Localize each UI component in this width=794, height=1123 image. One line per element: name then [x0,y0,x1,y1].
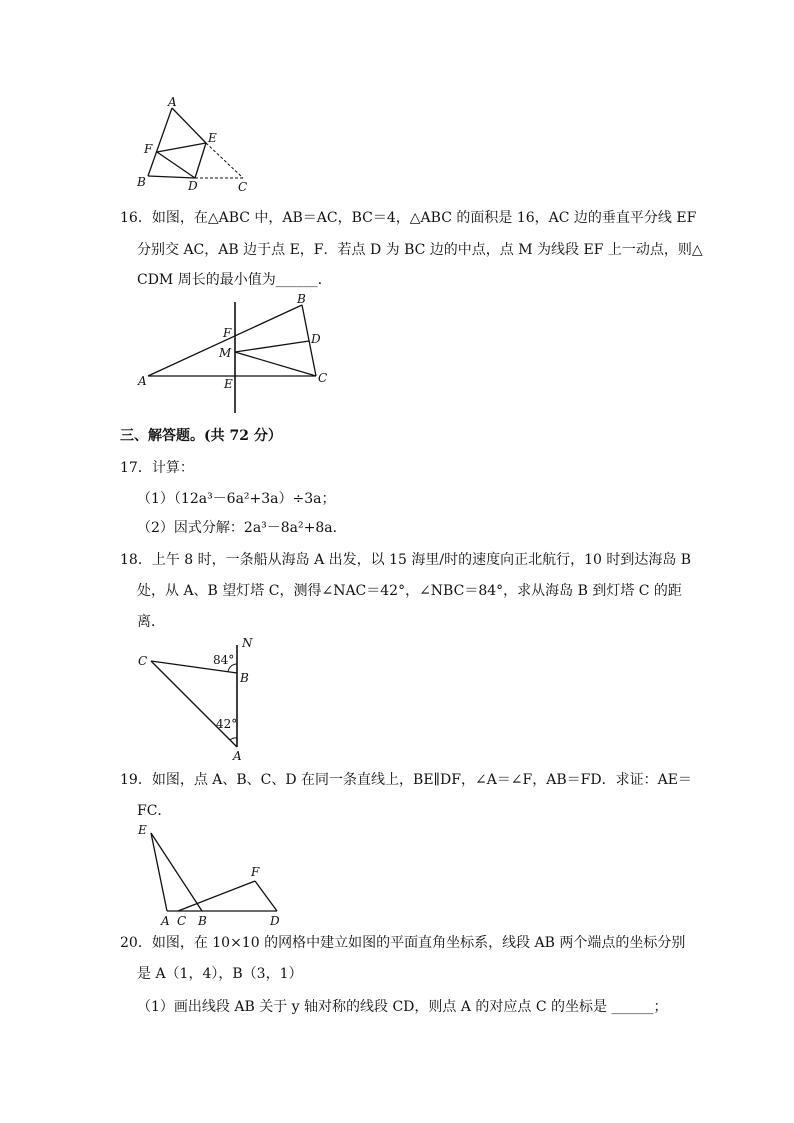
label-D: D [311,332,321,346]
segment-FD [157,152,195,178]
label-angle-84: 84° [213,653,235,667]
segment-FD [255,881,277,911]
label-F: F [144,142,153,156]
label-C: C [138,654,148,668]
q17-part2: （2）因式分解：2a³－8a²+8a． [137,520,347,536]
label-E: E [138,823,147,837]
label-M: M [219,346,232,360]
segment-FE [157,143,206,152]
segment-MC [235,352,316,376]
figure-q15-triangle [135,95,265,195]
section-three-title: 三、解答题。(共 72 分） [120,428,282,444]
segment-BD [148,176,195,178]
label-D: D [188,179,198,193]
segment-MD [235,341,309,352]
label-F: F [223,326,232,340]
segment-ED [195,143,206,178]
dashed-EC [206,143,243,178]
label-B: B [137,175,146,189]
q16-line2: 分别交 AC，AB 边于点 E，F．若点 D 为 BC 边的中点，点 M 为线段 EF 上一动点，则△ [137,242,703,258]
label-B: B [240,671,249,685]
q18-line1: 18．上午 8 时，一条船从海岛 A 出发，以 15 海里/时的速度向正北航行，10 时到达海岛 B [120,552,692,568]
q20-line2: 是 A（1，4），B（3，1） [137,966,303,982]
figure-q19 [135,820,285,930]
figure-q18-lighthouse [135,635,265,760]
label-B: B [297,292,306,306]
angle-arc-a [230,738,237,740]
q16-line3: CDM 周长的最小值为______． [137,272,332,288]
q20-line1: 20．如图，在 10×10 的网格中建立如图的平面直角坐标系，线段 AB 两个端点的坐标分别 [120,935,686,951]
label-angle-42: 42° [216,717,238,731]
q18-line2: 处，从 A、B 望灯塔 C，测得∠NAC＝42°，∠NBC＝84°，求从海岛 B 到灯塔 C 的距 [137,583,682,599]
label-E: E [224,377,233,391]
q18-line3: 离． [137,614,165,630]
label-A: A [233,749,242,760]
label-C: C [318,371,328,385]
q19-line1: 19．如图，点 A、B、C、D 在同一条直线上，BE∥DF，∠A＝∠F，AB＝FD．求证：AE＝ [120,772,692,788]
q19-line2: FC． [137,803,172,819]
label-E: E [208,131,217,145]
figure-q16-triangle [135,290,335,415]
label-A: A [138,374,147,388]
segment-FC [178,881,255,911]
label-D: D [270,914,280,928]
label-B: B [198,914,207,928]
label-N: N [242,636,253,650]
q17-title: 17．计算： [120,460,194,476]
segment-AE [172,108,206,143]
q17-part1: （1）（12a³－6a²+3a）÷3a； [137,491,336,507]
segment-CA [151,661,237,747]
label-A: A [168,95,177,109]
label-A: A [161,914,170,928]
q20-part1: （1）画出线段 AB 关于 y 轴对称的线段 CD，则点 A 的对应点 C 的坐标是 ______； [137,999,668,1015]
label-C: C [238,180,248,194]
label-C: C [177,914,187,928]
q16-line1: 16．如图，在△ABC 中，AB＝AC，BC＝4，△ABC 的面积是 16，AC 边的垂直平分线 EF [120,210,697,226]
label-F: F [251,865,260,879]
